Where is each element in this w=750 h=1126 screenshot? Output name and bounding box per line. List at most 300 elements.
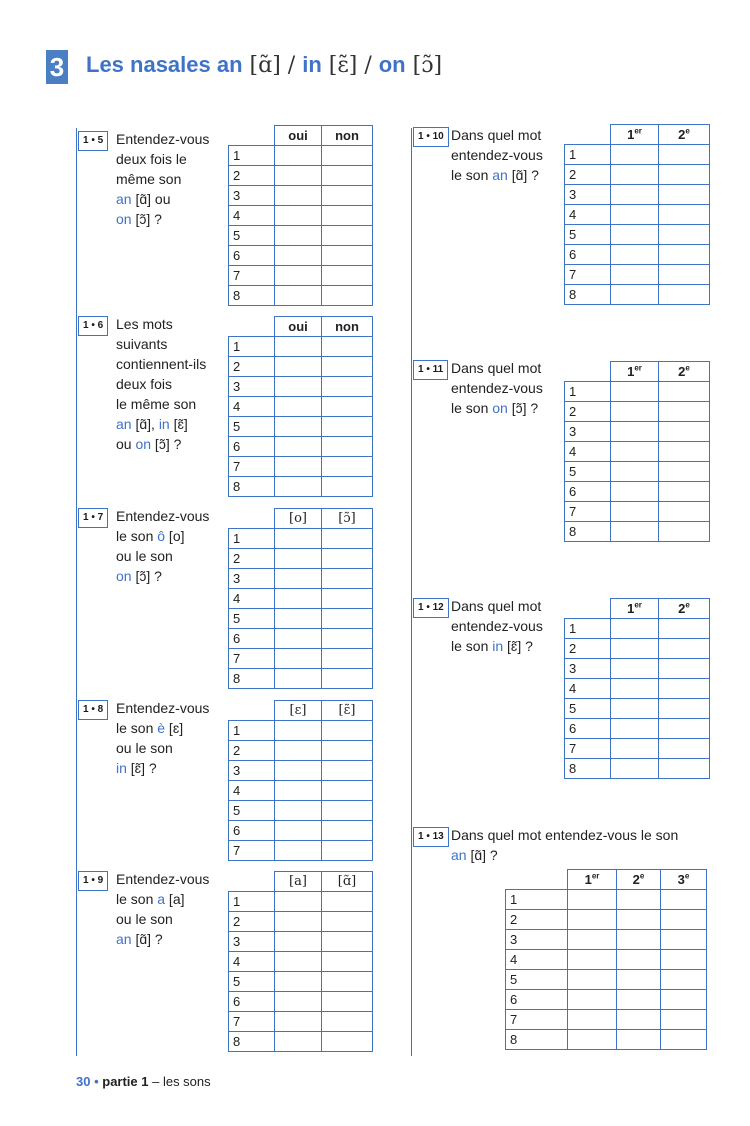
answer-cell[interactable] bbox=[322, 246, 373, 266]
answer-cell[interactable] bbox=[322, 781, 373, 801]
grid-row bbox=[229, 781, 373, 801]
question-line bbox=[116, 434, 206, 454]
answer-cell[interactable] bbox=[611, 382, 659, 402]
grid-row bbox=[229, 801, 373, 821]
answer-cell[interactable] bbox=[322, 457, 373, 477]
answer-cell[interactable] bbox=[568, 1030, 617, 1050]
question-line bbox=[116, 209, 209, 229]
row-number: 6 bbox=[229, 629, 275, 649]
answer-cell[interactable] bbox=[568, 1010, 617, 1030]
question-line bbox=[451, 825, 678, 845]
grid-row bbox=[229, 437, 373, 457]
answer-cell[interactable] bbox=[322, 569, 373, 589]
answer-cell[interactable] bbox=[275, 286, 322, 306]
answer-cell[interactable] bbox=[617, 890, 661, 910]
column-header bbox=[617, 870, 661, 890]
answer-cell[interactable] bbox=[275, 186, 322, 206]
answer-cell[interactable] bbox=[617, 950, 661, 970]
answer-cell[interactable] bbox=[322, 337, 373, 357]
answer-cell[interactable] bbox=[322, 841, 373, 861]
answer-cell[interactable] bbox=[659, 402, 710, 422]
column-header bbox=[568, 870, 617, 890]
answer-cell[interactable] bbox=[611, 639, 659, 659]
row-number: 8 bbox=[229, 286, 275, 306]
answer-cell[interactable] bbox=[275, 1032, 322, 1052]
column-header bbox=[611, 362, 659, 382]
answer-cell[interactable] bbox=[661, 990, 707, 1010]
question-line bbox=[116, 929, 209, 949]
row-number: 4 bbox=[229, 952, 275, 972]
question-text: ou le son bbox=[116, 548, 173, 564]
column-header: [o] bbox=[275, 509, 322, 529]
question-text: ou le son bbox=[116, 740, 173, 756]
column-header bbox=[659, 599, 710, 619]
exercise-question bbox=[116, 869, 209, 949]
question-text: è bbox=[157, 720, 166, 736]
answer-cell[interactable] bbox=[322, 146, 373, 166]
answer-cell[interactable] bbox=[611, 462, 659, 482]
answer-cell[interactable] bbox=[661, 970, 707, 990]
ordinal-header: 1er bbox=[627, 600, 642, 617]
answer-cell[interactable] bbox=[322, 186, 373, 206]
answer-cell[interactable] bbox=[275, 397, 322, 417]
answer-cell[interactable] bbox=[659, 719, 710, 739]
grid-row bbox=[565, 225, 710, 245]
question-text: entendez-vous bbox=[451, 380, 543, 396]
answer-cell[interactable] bbox=[322, 589, 373, 609]
title-part: in bbox=[302, 52, 322, 77]
answer-cell[interactable] bbox=[322, 629, 373, 649]
grid-row bbox=[229, 166, 373, 186]
answer-cell[interactable] bbox=[661, 890, 707, 910]
answer-cell[interactable] bbox=[661, 910, 707, 930]
grid-row bbox=[565, 185, 710, 205]
title-part: [ɑ̃] / bbox=[242, 53, 303, 78]
answer-cell[interactable] bbox=[275, 569, 322, 589]
grid-row bbox=[565, 699, 710, 719]
answer-cell[interactable] bbox=[322, 741, 373, 761]
answer-cell[interactable] bbox=[322, 721, 373, 741]
question-text: deux fois bbox=[116, 376, 173, 392]
grid-row bbox=[229, 821, 373, 841]
answer-cell[interactable] bbox=[322, 1012, 373, 1032]
grid-row bbox=[229, 669, 373, 689]
row-number: 2 bbox=[229, 549, 275, 569]
column-header: [ɑ̃] bbox=[322, 872, 373, 892]
answer-cell[interactable] bbox=[322, 166, 373, 186]
exercise-number: 1 • 11 bbox=[413, 360, 448, 380]
question-line bbox=[451, 398, 543, 418]
answer-cell[interactable] bbox=[275, 266, 322, 286]
answer-cell[interactable] bbox=[611, 759, 659, 779]
question-line bbox=[451, 596, 543, 616]
question-text: [ɑ̃] ? bbox=[466, 847, 498, 863]
answer-cell[interactable] bbox=[611, 699, 659, 719]
question-text: Entendez-vous bbox=[116, 508, 210, 524]
row-number: 2 bbox=[229, 912, 275, 932]
answer-cell[interactable] bbox=[611, 165, 659, 185]
answer-cell[interactable] bbox=[322, 932, 373, 952]
answer-cell[interactable] bbox=[611, 145, 659, 165]
answer-cell[interactable] bbox=[275, 992, 322, 1012]
question-text: Dans quel mot bbox=[451, 360, 542, 376]
row-number: 7 bbox=[229, 841, 275, 861]
answer-cell[interactable] bbox=[322, 226, 373, 246]
ordinal-header: 2e bbox=[678, 126, 690, 143]
question-text: deux fois le bbox=[116, 151, 187, 167]
question-text: in bbox=[492, 638, 504, 654]
grid-row bbox=[229, 286, 373, 306]
row-number: 6 bbox=[565, 245, 611, 265]
answer-grid bbox=[228, 871, 373, 1052]
answer-cell[interactable] bbox=[659, 759, 710, 779]
row-number: 6 bbox=[565, 719, 611, 739]
title-part: [ɛ̃] / bbox=[321, 53, 379, 78]
answer-cell[interactable] bbox=[659, 165, 710, 185]
row-number: 7 bbox=[565, 739, 611, 759]
answer-cell[interactable] bbox=[275, 721, 322, 741]
answer-cell[interactable] bbox=[568, 930, 617, 950]
column-header: oui bbox=[275, 126, 322, 146]
answer-cell[interactable] bbox=[611, 225, 659, 245]
question-text: an bbox=[116, 931, 132, 947]
answer-cell[interactable] bbox=[275, 972, 322, 992]
answer-cell[interactable] bbox=[322, 266, 373, 286]
answer-cell[interactable] bbox=[568, 950, 617, 970]
answer-cell[interactable] bbox=[659, 145, 710, 165]
question-text: [ɔ̃] ? bbox=[131, 211, 162, 227]
answer-cell[interactable] bbox=[659, 245, 710, 265]
answer-cell[interactable] bbox=[611, 265, 659, 285]
answer-cell[interactable] bbox=[322, 801, 373, 821]
column-header: [a] bbox=[275, 872, 322, 892]
answer-cell[interactable] bbox=[611, 205, 659, 225]
answer-cell[interactable] bbox=[322, 992, 373, 1012]
row-number: 1 bbox=[506, 890, 568, 910]
answer-cell[interactable] bbox=[322, 377, 373, 397]
answer-grid bbox=[228, 125, 373, 306]
answer-cell[interactable] bbox=[617, 930, 661, 950]
answer-cell[interactable] bbox=[322, 286, 373, 306]
answer-grid bbox=[505, 869, 707, 1050]
row-number: 1 bbox=[229, 146, 275, 166]
row-number: 4 bbox=[229, 206, 275, 226]
answer-cell[interactable] bbox=[322, 477, 373, 497]
answer-cell[interactable] bbox=[611, 402, 659, 422]
question-text: [ɔ̃] ? bbox=[151, 436, 182, 452]
answer-cell[interactable] bbox=[275, 892, 322, 912]
answer-cell[interactable] bbox=[275, 226, 322, 246]
question-text: in bbox=[116, 760, 127, 776]
page-footer bbox=[76, 1074, 211, 1089]
answer-cell[interactable] bbox=[617, 990, 661, 1010]
answer-cell[interactable] bbox=[322, 529, 373, 549]
question-text: [a] bbox=[165, 891, 185, 907]
grid-row bbox=[229, 609, 373, 629]
answer-cell[interactable] bbox=[659, 739, 710, 759]
answer-grid bbox=[564, 598, 710, 779]
answer-cell[interactable] bbox=[322, 417, 373, 437]
answer-cell[interactable] bbox=[661, 930, 707, 950]
answer-cell[interactable] bbox=[659, 382, 710, 402]
row-number: 2 bbox=[565, 639, 611, 659]
question-text: le son bbox=[451, 400, 493, 416]
question-text: le son bbox=[116, 720, 158, 736]
answer-cell[interactable] bbox=[275, 146, 322, 166]
grid-row bbox=[565, 759, 710, 779]
answer-cell[interactable] bbox=[275, 589, 322, 609]
answer-cell[interactable] bbox=[275, 357, 322, 377]
row-number: 4 bbox=[565, 205, 611, 225]
answer-cell[interactable] bbox=[611, 245, 659, 265]
question-line bbox=[451, 358, 543, 378]
answer-cell[interactable] bbox=[611, 442, 659, 462]
answer-cell[interactable] bbox=[322, 821, 373, 841]
grid-row bbox=[506, 890, 707, 910]
grid-row bbox=[229, 649, 373, 669]
question-text: [ɛ] bbox=[165, 720, 184, 736]
answer-cell[interactable] bbox=[275, 1012, 322, 1032]
row-number: 7 bbox=[565, 265, 611, 285]
question-line bbox=[116, 314, 206, 334]
grid-row bbox=[229, 992, 373, 1012]
answer-cell[interactable] bbox=[275, 669, 322, 689]
answer-cell[interactable] bbox=[275, 206, 322, 226]
question-text: Dans quel mot bbox=[451, 127, 542, 143]
answer-cell[interactable] bbox=[659, 502, 710, 522]
answer-cell[interactable] bbox=[275, 437, 322, 457]
answer-cell[interactable] bbox=[275, 781, 322, 801]
grid-row bbox=[229, 206, 373, 226]
answer-cell[interactable] bbox=[322, 1032, 373, 1052]
answer-cell[interactable] bbox=[568, 990, 617, 1010]
answer-cell[interactable] bbox=[322, 437, 373, 457]
question-line bbox=[451, 125, 543, 145]
answer-cell[interactable] bbox=[275, 457, 322, 477]
question-text: in bbox=[158, 416, 170, 432]
column-header bbox=[661, 870, 707, 890]
question-text: le même son bbox=[116, 396, 197, 412]
answer-cell[interactable] bbox=[275, 529, 322, 549]
question-line bbox=[116, 869, 209, 889]
row-number: 1 bbox=[565, 145, 611, 165]
answer-cell[interactable] bbox=[322, 357, 373, 377]
title-part: [ɔ̃] bbox=[405, 53, 443, 78]
question-line bbox=[116, 374, 206, 394]
row-number: 2 bbox=[565, 402, 611, 422]
question-text: le son bbox=[116, 528, 158, 544]
question-text: [ɑ̃], bbox=[131, 416, 159, 432]
row-number: 8 bbox=[565, 522, 611, 542]
answer-cell[interactable] bbox=[275, 337, 322, 357]
answer-cell[interactable] bbox=[322, 609, 373, 629]
answer-cell[interactable] bbox=[322, 206, 373, 226]
answer-cell[interactable] bbox=[659, 205, 710, 225]
answer-cell[interactable] bbox=[617, 1010, 661, 1030]
ordinal-header: 1er bbox=[627, 363, 642, 380]
answer-cell[interactable] bbox=[659, 699, 710, 719]
answer-cell[interactable] bbox=[661, 1010, 707, 1030]
answer-cell[interactable] bbox=[659, 422, 710, 442]
answer-cell[interactable] bbox=[275, 841, 322, 861]
answer-cell[interactable] bbox=[322, 892, 373, 912]
grid-row bbox=[229, 186, 373, 206]
answer-cell[interactable] bbox=[568, 910, 617, 930]
question-text: on bbox=[135, 436, 152, 452]
grid-row bbox=[565, 382, 710, 402]
answer-cell[interactable] bbox=[568, 890, 617, 910]
answer-cell[interactable] bbox=[659, 285, 710, 305]
row-number: 8 bbox=[229, 1032, 275, 1052]
answer-cell[interactable] bbox=[617, 1030, 661, 1050]
grid-row bbox=[229, 1032, 373, 1052]
answer-cell[interactable] bbox=[611, 739, 659, 759]
row-number: 7 bbox=[229, 457, 275, 477]
column-header: [ɛ] bbox=[275, 701, 322, 721]
answer-cell[interactable] bbox=[275, 821, 322, 841]
question-text: ou le son bbox=[116, 911, 173, 927]
answer-cell[interactable] bbox=[661, 1030, 707, 1050]
answer-cell[interactable] bbox=[275, 741, 322, 761]
grid-row bbox=[229, 1012, 373, 1032]
row-number: 4 bbox=[229, 781, 275, 801]
question-text: ô bbox=[157, 528, 166, 544]
answer-cell[interactable] bbox=[659, 442, 710, 462]
answer-cell[interactable] bbox=[611, 522, 659, 542]
question-text: a bbox=[157, 891, 166, 907]
answer-cell[interactable] bbox=[611, 285, 659, 305]
answer-cell[interactable] bbox=[661, 950, 707, 970]
question-text: an bbox=[116, 191, 132, 207]
row-number: 1 bbox=[229, 529, 275, 549]
answer-cell[interactable] bbox=[275, 377, 322, 397]
answer-cell[interactable] bbox=[322, 761, 373, 781]
answer-cell[interactable] bbox=[659, 522, 710, 542]
answer-cell[interactable] bbox=[617, 970, 661, 990]
question-line bbox=[116, 698, 209, 718]
question-text: Les mots bbox=[116, 316, 173, 332]
answer-cell[interactable] bbox=[617, 910, 661, 930]
row-number: 1 bbox=[229, 721, 275, 741]
ordinal-header: 2e bbox=[678, 600, 690, 617]
row-number: 4 bbox=[565, 442, 611, 462]
answer-cell[interactable] bbox=[659, 679, 710, 699]
question-text: Entendez-vous bbox=[116, 131, 210, 147]
column-header bbox=[659, 125, 710, 145]
answer-cell[interactable] bbox=[611, 659, 659, 679]
answer-cell[interactable] bbox=[611, 185, 659, 205]
answer-cell[interactable] bbox=[322, 397, 373, 417]
answer-cell[interactable] bbox=[611, 502, 659, 522]
answer-cell[interactable] bbox=[322, 669, 373, 689]
answer-cell[interactable] bbox=[275, 761, 322, 781]
row-number: 4 bbox=[229, 397, 275, 417]
answer-cell[interactable] bbox=[275, 629, 322, 649]
grid-corner bbox=[565, 125, 611, 145]
answer-cell[interactable] bbox=[659, 185, 710, 205]
answer-cell[interactable] bbox=[611, 482, 659, 502]
answer-cell[interactable] bbox=[275, 477, 322, 497]
question-line bbox=[116, 526, 209, 546]
question-line bbox=[451, 845, 678, 865]
row-number: 4 bbox=[506, 950, 568, 970]
answer-cell[interactable] bbox=[275, 801, 322, 821]
answer-cell[interactable] bbox=[659, 265, 710, 285]
grid-row bbox=[229, 266, 373, 286]
question-text: Entendez-vous bbox=[116, 871, 210, 887]
row-number: 6 bbox=[229, 821, 275, 841]
grid-row bbox=[506, 1030, 707, 1050]
grid-row bbox=[229, 629, 373, 649]
answer-cell[interactable] bbox=[275, 549, 322, 569]
row-number: 6 bbox=[229, 437, 275, 457]
answer-cell[interactable] bbox=[322, 649, 373, 669]
answer-cell[interactable] bbox=[275, 609, 322, 629]
question-line bbox=[116, 354, 206, 374]
answer-cell[interactable] bbox=[611, 679, 659, 699]
answer-cell[interactable] bbox=[275, 246, 322, 266]
answer-cell[interactable] bbox=[659, 225, 710, 245]
exercise-number: 1 • 7 bbox=[78, 508, 108, 528]
column-header: oui bbox=[275, 317, 322, 337]
answer-cell[interactable] bbox=[322, 952, 373, 972]
row-number: 5 bbox=[229, 609, 275, 629]
grid-row bbox=[229, 246, 373, 266]
row-number: 1 bbox=[229, 337, 275, 357]
answer-cell[interactable] bbox=[275, 912, 322, 932]
grid-row bbox=[565, 639, 710, 659]
answer-cell[interactable] bbox=[275, 417, 322, 437]
answer-cell[interactable] bbox=[275, 952, 322, 972]
answer-cell[interactable] bbox=[659, 639, 710, 659]
grid-row bbox=[565, 719, 710, 739]
grid-corner bbox=[565, 599, 611, 619]
answer-cell[interactable] bbox=[611, 619, 659, 639]
question-line bbox=[116, 129, 209, 149]
exercise-question bbox=[451, 358, 543, 418]
answer-cell[interactable] bbox=[659, 482, 710, 502]
answer-cell[interactable] bbox=[568, 970, 617, 990]
answer-cell[interactable] bbox=[611, 719, 659, 739]
row-number: 3 bbox=[506, 930, 568, 950]
exercise-question bbox=[451, 596, 543, 656]
answer-cell[interactable] bbox=[659, 619, 710, 639]
grid-row bbox=[565, 442, 710, 462]
question-text: contiennent-ils bbox=[116, 356, 207, 372]
answer-cell[interactable] bbox=[659, 462, 710, 482]
grid-row bbox=[229, 529, 373, 549]
grid-row bbox=[565, 522, 710, 542]
answer-cell[interactable] bbox=[611, 422, 659, 442]
answer-grid bbox=[564, 361, 710, 542]
answer-cell[interactable] bbox=[275, 649, 322, 669]
section-title bbox=[86, 52, 442, 78]
answer-cell[interactable] bbox=[275, 166, 322, 186]
exercise-number: 1 • 6 bbox=[78, 316, 108, 336]
question-line bbox=[116, 889, 209, 909]
grid-corner bbox=[506, 870, 568, 890]
answer-grid bbox=[228, 508, 373, 689]
grid-row bbox=[565, 679, 710, 699]
answer-cell[interactable] bbox=[322, 549, 373, 569]
grid-row bbox=[229, 761, 373, 781]
question-text: suivants bbox=[116, 336, 168, 352]
answer-cell[interactable] bbox=[275, 932, 322, 952]
answer-cell[interactable] bbox=[322, 972, 373, 992]
answer-cell[interactable] bbox=[322, 912, 373, 932]
question-text: Dans quel mot entendez-vous le son bbox=[451, 827, 679, 843]
answer-cell[interactable] bbox=[659, 659, 710, 679]
